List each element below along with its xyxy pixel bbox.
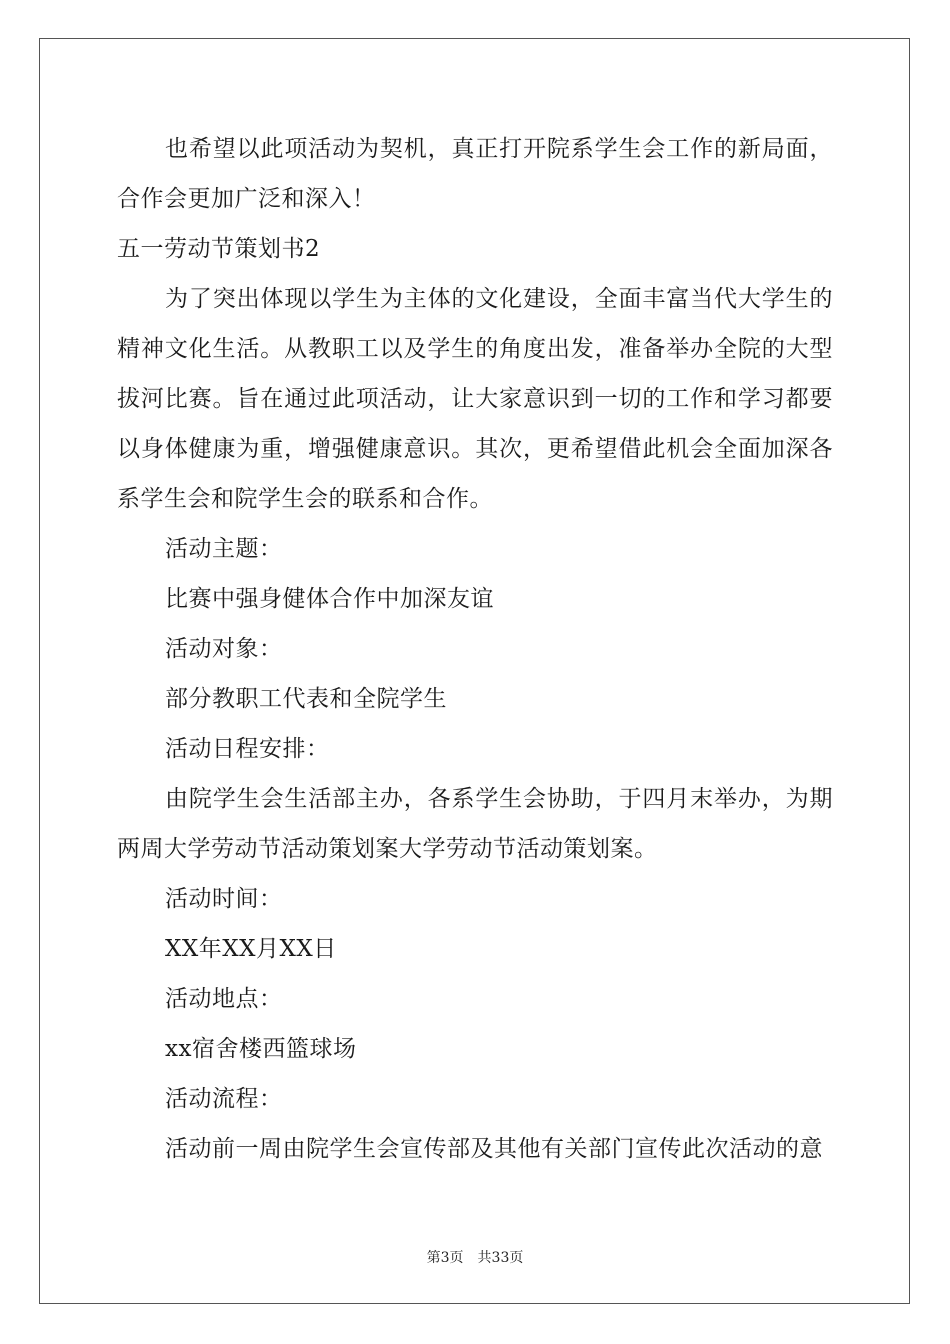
label-activity-target: 活动对象： [165,636,283,662]
label-activity-process: 活动流程： [165,1086,283,1112]
value-activity-location: xx宿舍楼西篮球场 [165,1036,357,1062]
page-total: 共33页 [477,1250,524,1266]
page-number: 第3页 [426,1250,464,1266]
paragraph-closing: 也希望以此项活动为契机，真正打开院系学生会工作的新局面，合作会更加广泛和深入！ [117,136,833,212]
document-body [117,124,833,1174]
value-activity-time: XX年XX月XX日 [165,936,337,962]
label-activity-theme: 活动主题： [165,536,283,562]
value-activity-schedule: 由院学生会生活部主办，各系学生会协助，于四月末举办，为期两周大学劳动节活动策划案大学劳动节活动策划案。 [117,786,833,862]
page-footer [0,1247,950,1267]
label-activity-time: 活动时间： [165,886,283,912]
paragraph-intro: 为了突出体现以学生为主体的文化建设，全面丰富当代大学生的精神文化生活。从教职工以及学生的角度出发，准备举办全院的大型拔河比赛。旨在通过此项活动，让大家意识到一切的工作和学习都要以身体健康为重，增强健康意识。其次，更希望借此机会全面加深各系学生会和院学生会的联系和合作。 [117,286,833,512]
label-activity-location: 活动地点： [165,986,283,1012]
value-activity-theme: 比赛中强身健体合作中加深友谊 [165,586,494,612]
section-heading: 五一劳动节策划书2 [117,236,321,262]
value-activity-process: 活动前一周由院学生会宣传部及其他有关部门宣传此次活动的意 [165,1136,823,1162]
value-activity-target: 部分教职工代表和全院学生 [165,686,447,712]
label-activity-schedule: 活动日程安排： [165,736,330,762]
